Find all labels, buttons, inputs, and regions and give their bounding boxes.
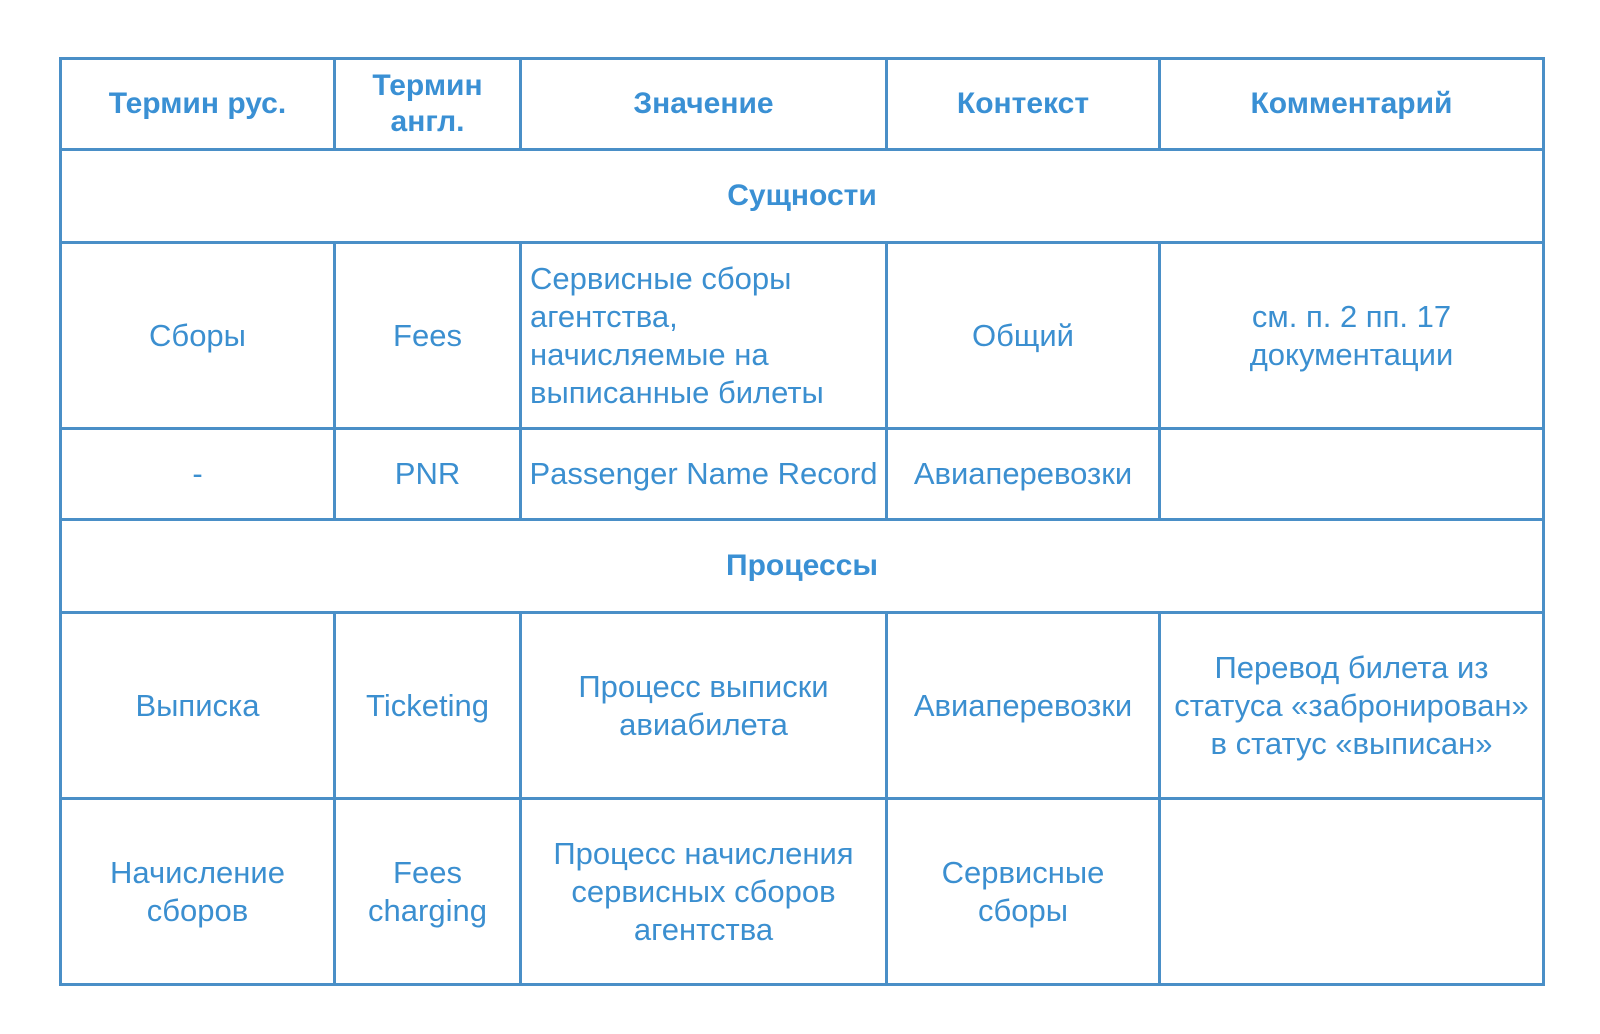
column-header-term-en: Термин англ. <box>335 59 521 150</box>
cell-context: Сервисные сборы <box>887 799 1160 985</box>
cell-term-en: Ticketing <box>335 613 521 799</box>
section-row-entities <box>61 150 1544 243</box>
cell-term-ru: Выписка <box>61 613 335 799</box>
column-header-context: Контекст <box>887 59 1160 150</box>
cell-term-en: Fees <box>335 243 521 429</box>
cell-term-en: PNR <box>335 429 521 520</box>
section-row-processes <box>61 520 1544 613</box>
cell-comment: см. п. 2 пп. 17 документации <box>1160 243 1544 429</box>
table-row <box>61 799 1544 985</box>
column-header-meaning: Значение <box>521 59 887 150</box>
cell-term-en: Fees charging <box>335 799 521 985</box>
cell-meaning: Процесс выписки авиабилета <box>521 613 887 799</box>
cell-term-ru: - <box>61 429 335 520</box>
header-row <box>61 59 1544 150</box>
cell-meaning: Процесс начисления сервисных сборов агентства <box>521 799 887 985</box>
table-row <box>61 429 1544 520</box>
cell-term-ru: Начисление сборов <box>61 799 335 985</box>
section-title: Процессы <box>61 520 1544 613</box>
section-title: Сущности <box>61 150 1544 243</box>
cell-comment: Перевод билета из статуса «забронирован» в статус «выписан» <box>1160 613 1544 799</box>
cell-comment <box>1160 429 1544 520</box>
column-header-comment: Комментарий <box>1160 59 1544 150</box>
glossary-table <box>59 57 1545 986</box>
table-row <box>61 613 1544 799</box>
cell-term-ru: Сборы <box>61 243 335 429</box>
cell-context: Общий <box>887 243 1160 429</box>
table-row <box>61 243 1544 429</box>
cell-meaning: Сервисные сборы агентства, начисляемые на выписанные билеты <box>521 243 887 429</box>
column-header-term-ru: Термин рус. <box>61 59 335 150</box>
cell-context: Авиаперевозки <box>887 613 1160 799</box>
cell-context: Авиаперевозки <box>887 429 1160 520</box>
cell-comment <box>1160 799 1544 985</box>
cell-meaning: Passenger Name Record <box>521 429 887 520</box>
